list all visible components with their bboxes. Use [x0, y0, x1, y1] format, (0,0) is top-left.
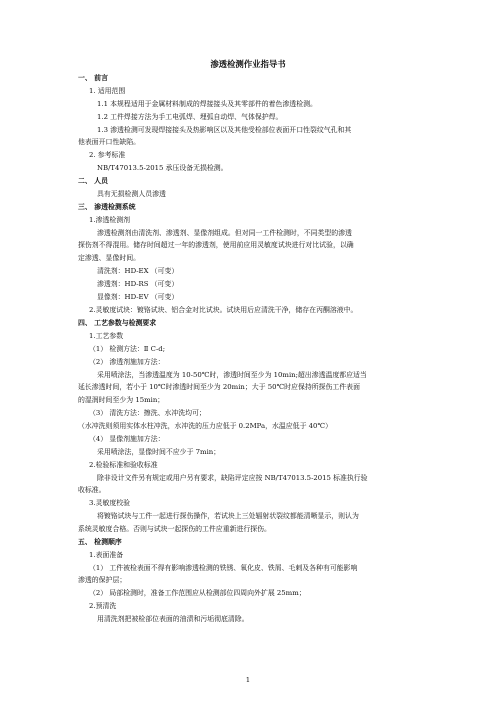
text-line: 1.表面准备: [89, 551, 124, 559]
text-line: 收标准。: [78, 486, 106, 494]
text-line: 具有无损检测人员渗透: [97, 190, 166, 198]
text-line: 清洗剂：HD-EX （可变）: [97, 267, 179, 275]
text-line: 2.检验标准和验收标准: [89, 461, 158, 469]
text-line: 1. 适用范围: [89, 87, 126, 95]
text-line: （1） 工件被检表面不得有影响渗透检测的铁锈、氧化皮、铁屑、毛刺及各种有可能影响: [89, 564, 358, 572]
text-line: 探伤剂不得混用。储存时间超过一年的渗透剂，使用前应用灵敏度试块进行对比试验，以确: [78, 241, 354, 249]
page-number: 1: [245, 676, 251, 684]
text-line: 系统灵敏度合格。否则与试块一起探伤的工件应重新进行探伤。: [78, 525, 271, 533]
section-heading: 四、 工艺参数与检测要求: [78, 319, 157, 327]
text-line: 1.3 渗透检测可发现焊接接头及热影响区以及其他受检部位表面开口性裂纹气孔和其: [97, 126, 352, 134]
text-line: 1.工艺参数: [89, 332, 124, 340]
text-line: 渗透的保护层；: [78, 576, 127, 584]
text-line: 的湿润时间至少为 15min；: [78, 396, 165, 404]
text-line: 延长渗透时间，若小于 10℃时渗透时间至少为 20min；大于 50℃时应保持所探伤工件表面: [78, 383, 360, 391]
text-line: 定渗透、显像时间。: [78, 254, 141, 262]
text-line: （4） 显像剂施加方法：: [89, 435, 165, 443]
text-line: 2.预清洗: [89, 602, 117, 610]
section-heading: 三、 渗透检测系统: [78, 203, 136, 211]
section-heading: 五、 检测顺序: [78, 538, 122, 546]
text-line: （3） 清洗方法：擦洗、水冲洗均可；: [89, 409, 206, 417]
text-line: （1） 检测方法：Ⅱ C-d;: [89, 345, 166, 353]
text-line: 采用喷涂法，当渗透温度为 10-50℃时，渗透时间至少为 10min;超出渗透温度都应适当: [97, 371, 367, 379]
text-line: NB/T47013.5-2015 承压设备无损检测。: [97, 164, 228, 172]
text-line: 1.2 工件焊接方法为手工电弧焊、埋弧自动焊、气体保护焊。: [97, 113, 283, 121]
text-line: 3.灵敏度校验: [89, 499, 131, 507]
text-line: 除非设计文件另有规定或用户另有要求，缺陷评定应按 NB/T47013.5-2015 标准执行验: [97, 474, 368, 482]
text-line: 采用喷涂法，显像时间不应少于 7min；: [97, 448, 221, 456]
text-line: 渗透剂：HD-RS （可变）: [97, 280, 179, 288]
text-line: （2） 局部检测时，准备工作范围应从检测部位四周向外扩展 25mm；: [89, 589, 306, 597]
text-line: 1.渗透检测剂: [89, 216, 131, 224]
section-heading: 一、 前言: [78, 74, 108, 82]
section-heading: 二、 人员: [78, 177, 108, 185]
text-line: 用清洗剂把被检部位表面的油渍和污垢彻底清除。: [97, 615, 249, 623]
text-line: 2. 参考标准: [89, 151, 126, 159]
text-line: 1.1 本规程适用于金属材料制成的焊接接头及其零部件的着色渗透检测。: [97, 100, 317, 108]
text-line: 他表面开口性缺陷。: [78, 138, 141, 146]
text-line: （2） 渗透剂施加方法：: [89, 358, 165, 366]
document-title: 渗透检测作业指导书: [210, 59, 286, 69]
text-line: （水冲洗则须用实体水柱冲洗，水冲洗的压力应低于 0.2MPa，水温应低于 40℃）: [78, 422, 333, 430]
text-line: 渗透检测剂由清洗剂、渗透剂、显像剂组成。但对同一工件检测时，不同类型的渗透: [97, 229, 352, 237]
text-line: 将镀铬试块与工件一起进行探伤操作，若试块上三处辐射状裂纹都能清晰显示，则认为: [97, 512, 359, 520]
text-line: 显像剂：HD-EV （可变）: [97, 293, 179, 301]
text-line: 2.灵敏度试块：镀铬试块、铝合金对比试块。试块用后应清洗干净，储存在丙酮溶液中。: [89, 306, 358, 314]
